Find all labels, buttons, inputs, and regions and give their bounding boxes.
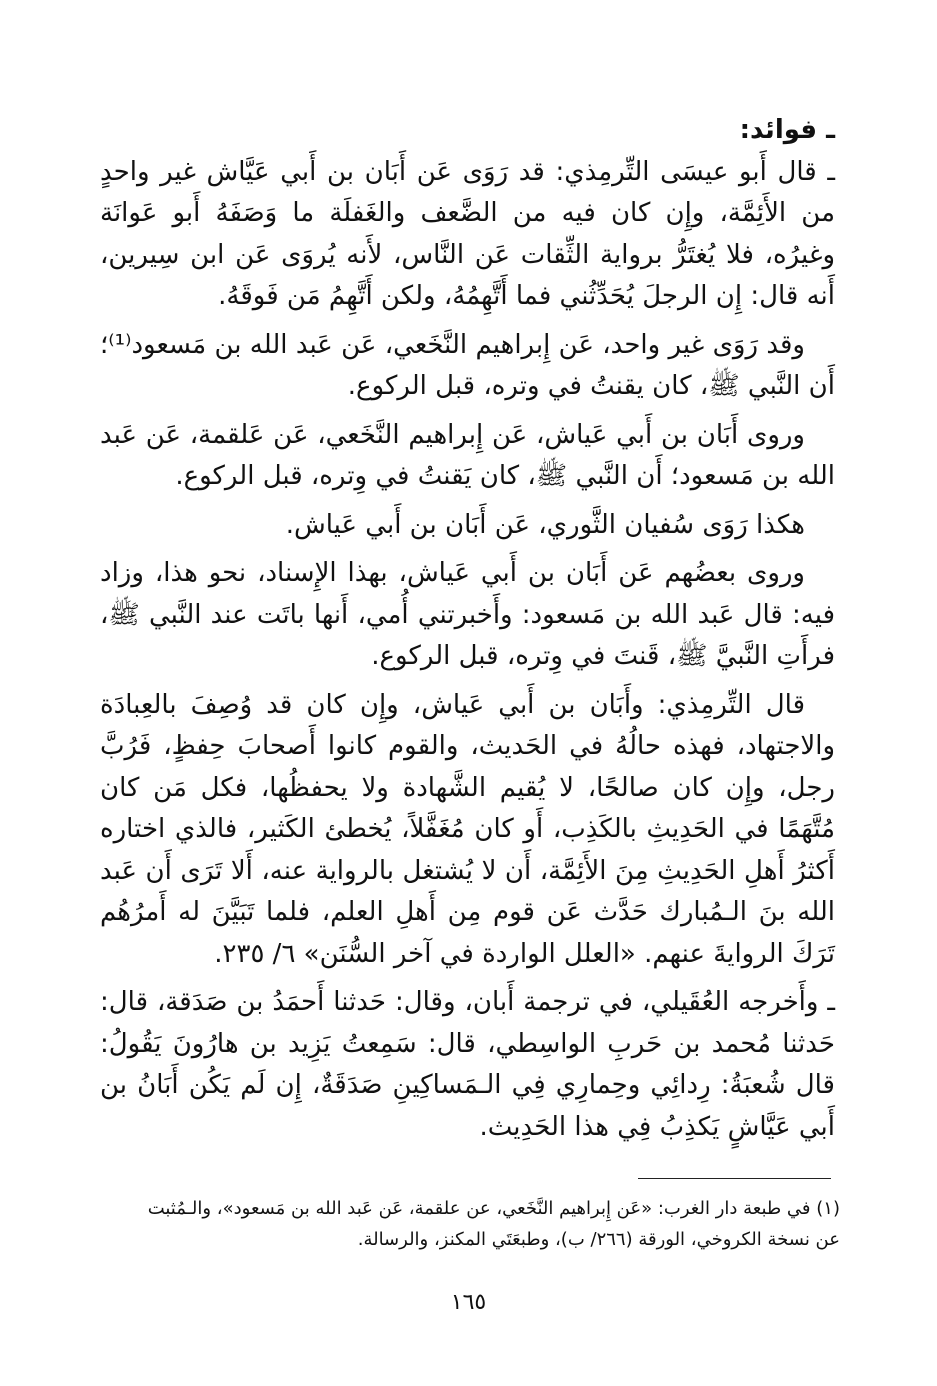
- paragraph: هكذا رَوَى سُفيان الثَّوري، عَن أَبَان بن أَبي عَياش.: [285, 509, 805, 540]
- paragraph: وروى أَبَان بن أَبي عَياش، عَن إِبراهيم النَّخَعي، عَن عَلقمة، عَن عَبد الله بن مَسعود؛ أَن النَّبي ﷺ، كان يَقنتُ في وِتره، قبل الركوع.: [100, 419, 835, 491]
- section-heading: ـ فوائد:: [739, 115, 835, 145]
- paragraph: ـ وأَخرجه العُقَيلي، في ترجمة أَبان، وقال: حَدثنا أَحمَدُ بن صَدَقة، قال: حَدثنا مُحمد بن حَربِ الواسِطي، قال: سَمِعتُ يَزِيد بن هارُونَ يَقُولُ: قال شُعبَةُ: رِدائِي وحِمارِي فِي الـمَساكِينِ صَدَقَةٌ، إِن لَم يَكُن أَبَانُ بن أَبي عَيَّاشٍ يَكذِبُ فِي هذا الحَدِيث.: [100, 987, 835, 1142]
- footnote: [110, 1193, 840, 1255]
- main-text: [100, 110, 835, 1155]
- paragraph: وقد رَوَى غير واحد، عَن إِبراهيم النَّخَعي، عَن عَبد الله بن مَسعود⁽¹⁾؛ أَن النَّبي ﷺ، كان يقنتُ في وتره، قبل الركوع.: [100, 329, 835, 401]
- paragraph: وروى بعضُهم عَن أَبَان بن أَبي عَياش، بهذا الإِسناد، نحو هذا، وزاد فيه: قال عَبد الله بن مَسعود: وأَخبرتني أُمي، أَنها باتَت عند النَّبي ﷺ، فرأَتِ النَّبيَّ ﷺ، قَنتَ في وِتره، قبل الركوع.: [100, 558, 835, 671]
- footnote-line: (١) في طبعة دار الغرب: «عَن إِبراهيم النَّخَعي، عن علقمة، عَن عَبد الله بن مَسعود»، والـمُثبت: [147, 1198, 840, 1219]
- page-number: ١٦٥: [450, 1290, 487, 1315]
- footnote-line: عن نسخة الكروخي، الورقة (٢٦٦/ ب)، وطبعَتَي المكنز، والرسالة.: [357, 1229, 840, 1250]
- paragraph: قال التِّرمِذي: وأَبَان بن أَبي عَياش، وإِن كان قد وُصِفَ بالعِبادَة والاجتهاد، فهذه حالُهُ في الحَديث، والقوم كانوا أَصحابَ حِفظٍ، فَرُبَّ رجل، وإِن كان صالحًا، لا يُقيم الشَّهادة ولا يحفظُها، فكل مَن كان مُتَّهَمًا في الحَدِيثِ بالكَذِب، أَو كان مُغَفَّلاً، يُخطئ الكَثير، فالذي اختاره أَكثرُ أَهلِ الحَدِيثِ مِنَ الأَئِمَّة، أَن لا يُشتغل بالرواية عنه، أَلا تَرَى أَن عَبد الله بنَ الـمُبارك حَدَّث عَن قوم مِن أَهلِ العلم، فلما تَبَيَّنَ له أَمرُهُم تَرَكَ الروايةَ عنهم. «العلل الواردة في آخر السُّنَن» ٦/ ٢٣٥.: [100, 689, 835, 969]
- paragraph: ـ قال أَبو عيسَى التِّرمِذي: قد رَوَى عَن أَبَان بن أَبي عَيَّاش غير واحدٍ من الأَئِمَّة، وإِن كان فيه من الضَّعف والغَفلَة ما وَصَفَهُ أَبو عَوانَة وغيرُه، فلا يُغتَرُّ برواية الثِّقات عَن النَّاس، لأَنه يُروَى عَن ابن سِيرين، أَنه قال: إِن الرجلَ يُحَدِّثُني فما أَتَّهِمُهُ، ولكن أَتَّهِمُ مَن فَوقَهُ.: [100, 156, 835, 311]
- footnote-separator: [638, 1178, 831, 1179]
